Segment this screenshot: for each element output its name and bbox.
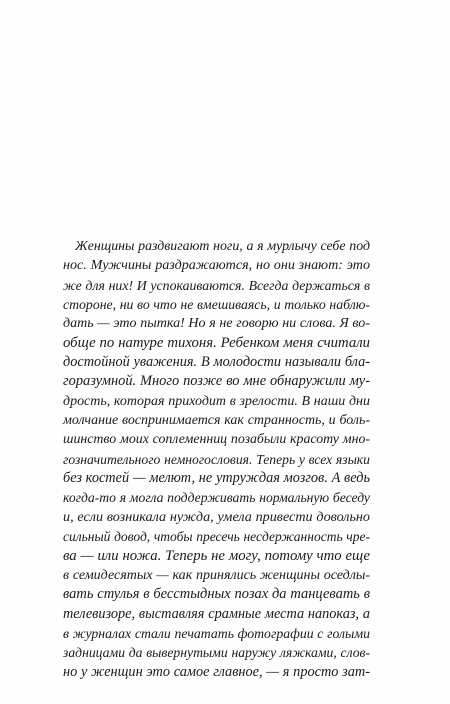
paragraph-line-19: вать стулья в бесстыдных позах да танцевать в — [63, 586, 370, 603]
paragraph-line-10: молчание воспринимается как странность, и боль- — [63, 413, 370, 429]
paragraph-line-22: задницами да вывернутыми наружу ляжками, слов- — [63, 645, 370, 661]
paragraph-line-11: шинство моих соплеменниц позабыли красоту мно- — [63, 432, 370, 448]
paragraph-line-18: в семидесятых — как принялись женщины оседлы- — [63, 567, 370, 583]
paragraph-line-4: стороне, ни во что не вмешиваясь, и только наблю- — [63, 297, 370, 313]
paragraph-line-8: горазумной. Много позже во мне обнаружили му- — [63, 373, 370, 390]
paragraph-line-2: нос. Мужчины раздражаются, но они знают: это — [63, 257, 370, 274]
paragraph-line-3: же для них! И успокаиваются. Всегда держаться в — [63, 277, 370, 293]
paragraph-line-21: в журналах стали печатать фотографии с голыми — [63, 625, 370, 641]
paragraph-line-9: дрость, которая приходит в зрелости. В наши дни — [63, 393, 370, 409]
paragraph-line-7: достойной уважения. В молодости называли бла- — [63, 354, 370, 371]
paragraph-line-16: сильный довод, чтобы пресечь несдержанность чре- — [63, 529, 370, 545]
body-paragraph — [63, 237, 370, 682]
paragraph-line-15: и, если возникала нужда, умела привести довольно — [63, 508, 370, 525]
paragraph-line-6: обще по натуре тихоня. Ребенком меня считали — [63, 334, 370, 351]
paragraph-line-13: без костей — мелют, не утруждая мозгов. А ведь — [63, 470, 370, 487]
paragraph-line-20: телевизоре, выставляя срамные места напоказ, а — [63, 605, 370, 622]
paragraph-line-12: гозначительного немногословия. Теперь у всех языки — [63, 451, 370, 467]
paragraph-line-23: но у женщин это самое главное, — я просто зат- — [63, 663, 370, 680]
paragraph-line-17: ва — или ножа. Теперь не могу, потому что еще — [63, 547, 370, 564]
paragraph-line-1: Женщины раздвигают ноги, а я мурлычу себе под — [75, 239, 370, 254]
paragraph-line-5: дать — это пытка! Но я не говорю ни слова. Я во- — [63, 315, 370, 332]
paragraph-line-14: когда-то я могла поддерживать нормальную беседу — [63, 490, 370, 506]
